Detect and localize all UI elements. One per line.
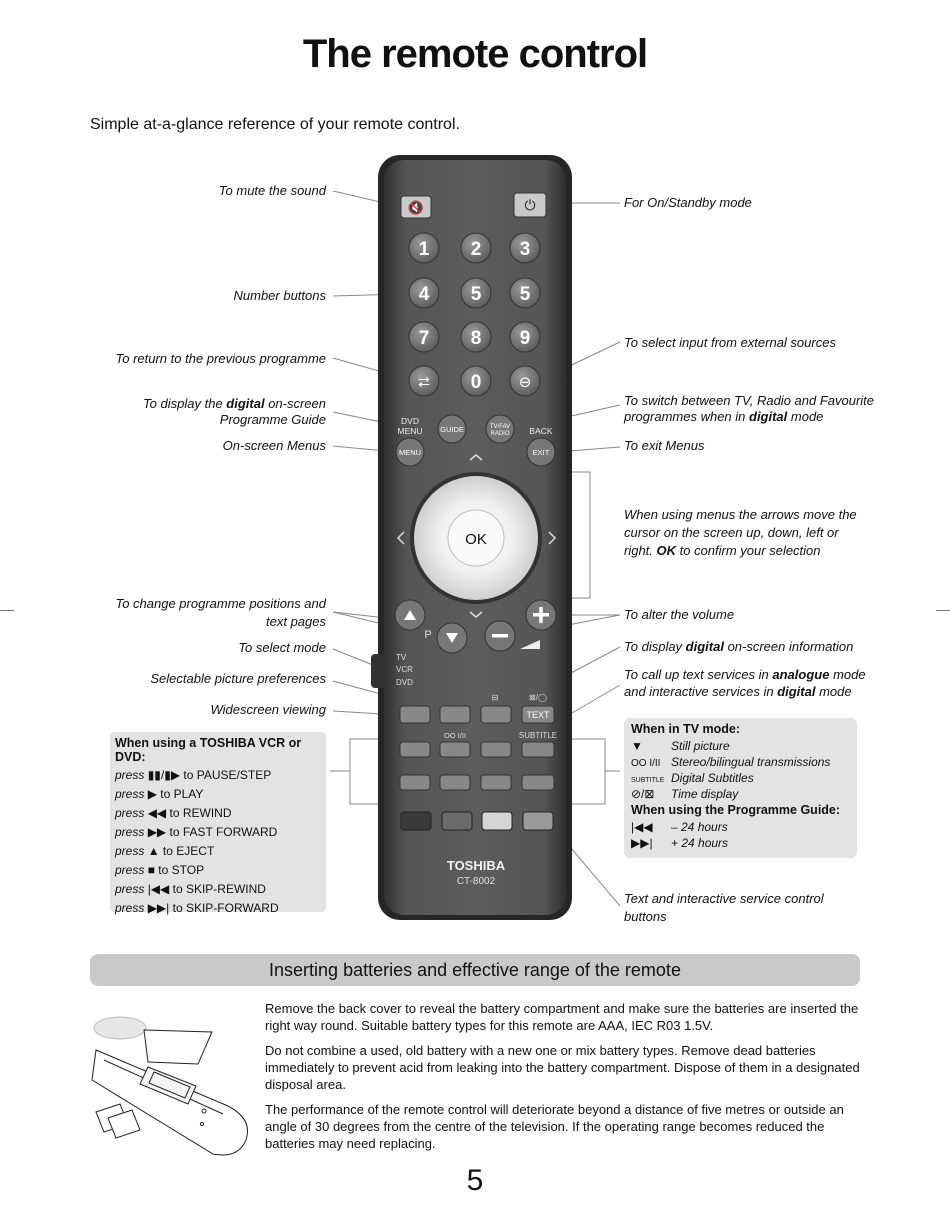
label-mute: To mute the sound xyxy=(218,183,326,198)
play-button[interactable] xyxy=(440,742,470,757)
label-switch-post: mode xyxy=(787,409,824,424)
label-number-buttons: Number buttons xyxy=(233,288,326,303)
eject-icon: ▲ xyxy=(147,844,160,858)
rewind-button[interactable] xyxy=(481,742,511,757)
label-arrows-line2: cursor on the screen up, down, left or xyxy=(624,525,839,540)
legend-text: to EJECT xyxy=(162,844,215,858)
press-word: press xyxy=(115,825,145,839)
still-picture-icon: ▼ xyxy=(631,739,643,753)
power-icon: ⏻ xyxy=(524,197,536,213)
legend-text: to PAUSE/STEP xyxy=(183,768,272,782)
label-menus: On-screen Menus xyxy=(222,438,326,453)
legend-text: Time display xyxy=(671,787,739,801)
legend-text: to PLAY xyxy=(160,787,204,801)
dvd-menu-label: MENU xyxy=(397,426,423,436)
label-picture: Selectable picture preferences xyxy=(150,671,326,686)
digit-label-2: 2 xyxy=(470,239,482,260)
guide-legend-heading: When using the Programme Guide: xyxy=(631,803,841,817)
label-service-line2: buttons xyxy=(624,909,667,924)
stop-icon: ■ xyxy=(147,863,155,877)
label-power: For On/Standby mode xyxy=(624,195,752,210)
battery-illustration xyxy=(88,1014,258,1164)
label-change-line1: To change programme positions and xyxy=(115,596,326,611)
guide-label: GUIDE xyxy=(440,425,464,434)
info-button[interactable] xyxy=(481,706,511,723)
minus-icon xyxy=(492,634,508,638)
label-info-bold: digital xyxy=(685,639,724,654)
p-label: P xyxy=(424,629,432,641)
label-guide-line2: Programme Guide xyxy=(219,412,326,427)
tv-mode-legend xyxy=(624,718,857,858)
list-item xyxy=(631,819,857,835)
label-text2-post: mode xyxy=(815,684,852,699)
list-item xyxy=(115,882,326,897)
skip-rewind-button[interactable] xyxy=(481,775,511,790)
list-item xyxy=(115,863,326,878)
press-word: press xyxy=(115,768,145,782)
green-button[interactable] xyxy=(442,812,472,830)
page-subtitle: Simple at-a-glance reference of your remote control. xyxy=(90,116,460,133)
press-word: press xyxy=(115,901,145,915)
battery-paragraph-3: The performance of the remote control will deteriorate beyond a distance of five metres or outside an angle of 30 degrees from the centre of the television. If the operating range becomes reduced the batteries may need replacing. xyxy=(265,1102,844,1151)
digit-label-7: 7 xyxy=(418,328,430,349)
menu-label: MENU xyxy=(398,448,422,457)
model-label: CT-8002 xyxy=(456,876,496,887)
press-word: press xyxy=(115,806,145,820)
cover-shadow xyxy=(94,1017,146,1039)
list-item xyxy=(631,835,857,851)
vcr-dvd-legend xyxy=(110,732,326,915)
stop-button[interactable] xyxy=(440,775,470,790)
label-switch-bold: digital xyxy=(749,409,788,424)
press-word: press xyxy=(115,882,145,896)
yellow-button[interactable] xyxy=(482,812,512,830)
label-input: To select input from external sources xyxy=(624,335,836,350)
label-text1-bold: analogue xyxy=(772,667,830,682)
page-number: 5 xyxy=(466,1164,484,1197)
text-mix-icon: ⊟ xyxy=(491,693,499,702)
legend-text: + 24 hours xyxy=(671,836,729,850)
digit-label-9: 9 xyxy=(519,328,531,349)
battery-paragraph-2: Do not combine a used, old battery with a new one or mix battery types. Remove dead batteries immediately to prevent acid from leaking into the battery compartment. Dispose of them in a designated disposal area. xyxy=(265,1043,860,1092)
legend-text: to STOP xyxy=(158,863,205,877)
subtitle-label: SUBTITLE xyxy=(518,731,558,740)
mode-tv-label: TV xyxy=(396,653,407,662)
digit-label-1: 1 xyxy=(418,239,430,260)
label-guide-pre: To display the xyxy=(142,396,227,411)
exit-label: EXIT xyxy=(532,448,550,457)
label-widescreen: Widescreen viewing xyxy=(210,702,326,717)
skip-forward-icon: ▶▶| xyxy=(631,836,653,850)
digit-label-8: 8 xyxy=(470,328,482,349)
plus-icon-v xyxy=(539,607,543,623)
skip-rewind-icon: |◀◀ xyxy=(631,820,653,834)
return-icon: ⮂ xyxy=(417,374,431,391)
fast-forward-icon: ▶▶ xyxy=(147,825,167,839)
press-word: press xyxy=(115,844,145,858)
battery-section-heading: Inserting batteries and effective range of the remote xyxy=(90,954,860,986)
blue-button[interactable] xyxy=(523,812,553,830)
list-item xyxy=(631,754,857,770)
back-label: BACK xyxy=(529,426,553,436)
battery-paragraph-1: Remove the back cover to reveal the battery compartment and make sure the batteries are inserted the right way round. Suitable battery types for this remote are AAA, IEC R03 1.5V. xyxy=(265,1001,859,1033)
label-arrows-bold: OK xyxy=(656,543,677,558)
stereo-icon: OO I/II xyxy=(631,758,661,769)
label-volume: To alter the volume xyxy=(624,607,735,622)
list-item xyxy=(115,901,326,916)
label-exit: To exit Menus xyxy=(624,438,705,453)
label-service-line1: Text and interactive service control xyxy=(624,891,824,906)
label-arrows-line1: When using menus the arrows move the xyxy=(624,507,857,522)
list-item xyxy=(115,806,326,821)
label-text2-bold: digital xyxy=(777,684,816,699)
widescreen-button[interactable] xyxy=(400,706,430,723)
legend-text: – 24 hours xyxy=(671,820,728,834)
list-item xyxy=(631,786,857,802)
skip-forward-button[interactable] xyxy=(522,775,554,790)
play-icon: ▶ xyxy=(147,787,157,801)
subtitle-icon: SUBTITLE xyxy=(631,777,665,784)
digit-label-3: 3 xyxy=(519,239,531,260)
input-icon: ⊖ xyxy=(518,374,532,391)
list-item xyxy=(115,825,326,840)
label-arrows-pre: right. xyxy=(624,543,657,558)
list-item xyxy=(115,787,326,802)
tv-legend-heading: When in TV mode: xyxy=(631,722,741,736)
mute-icon: 🔇 xyxy=(407,200,425,215)
legend-text: to SKIP-REWIND xyxy=(172,882,266,896)
remote-back-outline xyxy=(92,1050,248,1155)
fast-forward-button[interactable] xyxy=(522,742,554,757)
time-display-icon: ⊘/⊠ xyxy=(631,787,655,801)
label-return: To return to the previous programme xyxy=(115,351,326,366)
label-text2-pre: and interactive services in xyxy=(624,684,778,699)
text-hold-icon: ⊠/◯ xyxy=(529,693,547,702)
battery-cover xyxy=(144,1030,212,1064)
skip-rewind-icon: |◀◀ xyxy=(147,882,170,896)
stereo-label: OO I/II xyxy=(443,731,467,740)
label-guide-bold: digital xyxy=(226,396,265,411)
label-text1-pre: To call up text services in xyxy=(624,667,773,682)
pause-step-button[interactable] xyxy=(400,742,430,757)
label-guide-post: on-screen xyxy=(264,396,326,411)
text-button-label: TEXT xyxy=(526,710,550,720)
legend-text: Digital Subtitles xyxy=(671,771,754,785)
digit-label-6: 5 xyxy=(519,284,531,305)
digit-label-5: 5 xyxy=(470,284,482,305)
label-switch-line1: To switch between TV, Radio and Favourite xyxy=(624,393,875,408)
list-item xyxy=(115,768,326,783)
legend-text: to REWIND xyxy=(169,806,232,820)
list-item xyxy=(631,770,857,786)
digit-label-0: 0 xyxy=(470,372,482,393)
legend-text: to SKIP-FORWARD xyxy=(172,901,279,915)
skip-forward-icon: ▶▶| xyxy=(147,901,170,915)
label-arrows-post: to confirm your selection xyxy=(676,543,821,558)
tv-fav-label: TV/FAV xyxy=(489,424,511,430)
vcr-legend-heading: When using a TOSHIBA VCR or DVD: xyxy=(115,736,302,764)
label-info-post: on-screen information xyxy=(723,639,854,654)
label-text1-post: mode xyxy=(829,667,866,682)
radio-label: RADIO xyxy=(490,431,510,437)
legend-text: to FAST FORWARD xyxy=(169,825,278,839)
list-item xyxy=(115,844,326,859)
digit-label-4: 4 xyxy=(418,284,430,305)
ok-label: OK xyxy=(465,531,487,548)
picture-button[interactable] xyxy=(440,706,470,723)
mode-vcr-label: VCR xyxy=(396,665,413,674)
brand-logo: TOSHIBA xyxy=(446,858,506,873)
label-select-mode: To select mode xyxy=(238,640,326,655)
dvd-label: DVD xyxy=(401,416,419,426)
mode-switch[interactable] xyxy=(371,654,385,688)
press-word: press xyxy=(115,787,145,801)
label-change-line2: text pages xyxy=(266,614,326,629)
label-info-pre: To display xyxy=(624,639,686,654)
page-title: The remote control xyxy=(302,32,648,76)
mode-dvd-label: DVD xyxy=(396,678,413,687)
red-button[interactable] xyxy=(401,812,431,830)
pause-step-icon: ▮▮/▮▶ xyxy=(147,768,181,782)
rewind-icon: ◀◀ xyxy=(147,806,167,820)
legend-text: Stereo/bilingual transmissions xyxy=(671,755,831,769)
legend-text: Still picture xyxy=(671,739,730,753)
eject-button[interactable] xyxy=(400,775,430,790)
label-switch-pre: programmes when in xyxy=(624,409,749,424)
press-word: press xyxy=(115,863,145,877)
list-item xyxy=(631,738,857,754)
